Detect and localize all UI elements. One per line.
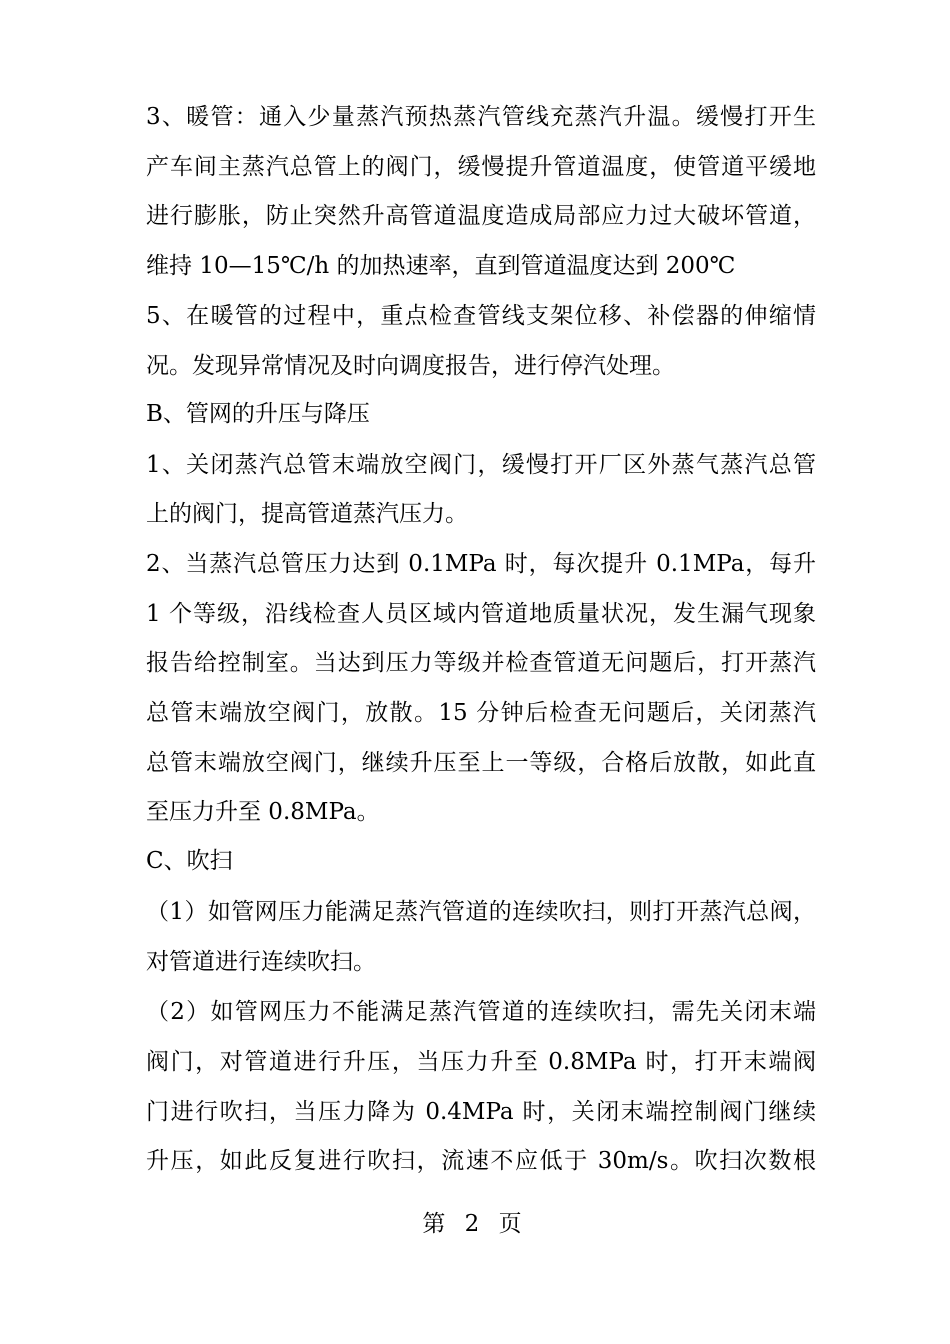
paragraph-line: 报告给控制室。当达到压力等级并检查管道无问题后，打开蒸汽: [146, 650, 816, 676]
paragraph-line: 1 个等级，沿线检查人员区域内管道地质量状况，发生漏气现象: [146, 601, 816, 627]
paragraph-line: 况。发现异常情况及时向调度报告，进行停汽处理。: [146, 353, 675, 379]
paragraph-line: 升压，如此反复进行吹扫，流速不应低于 30m/s。吹扫次数根: [146, 1148, 816, 1174]
paragraph-line: 阀门，对管道进行升压，当压力升至 0.8MPa 时，打开末端阀: [146, 1049, 816, 1075]
paragraph-line: 维持 10—15℃/h 的加热速率，直到管道温度达到 200℃: [146, 253, 736, 279]
section-heading: B、管网的升压与降压: [146, 401, 370, 427]
paragraph-line: （2）如管网压力不能满足蒸汽管道的连续吹扫，需先关闭末端: [146, 999, 816, 1025]
paragraph-line: 5、在暖管的过程中，重点检查管线支架位移、补偿器的伸缩情: [146, 303, 816, 329]
paragraph-line: 门进行吹扫，当压力降为 0.4MPa 时，关闭末端控制阀门继续: [146, 1099, 816, 1125]
paragraph-line: 总管末端放空阀门，放散。15 分钟后检查无问题后，关闭蒸汽: [146, 700, 816, 726]
paragraph-line: 产车间主蒸汽总管上的阀门，缓慢提升管道温度，使管道平缓地: [146, 154, 816, 180]
paragraph-line: 进行膨胀，防止突然升高管道温度造成局部应力过大破坏管道，: [146, 203, 816, 229]
paragraph-line: 2、当蒸汽总管压力达到 0.1MPa 时，每次提升 0.1MPa，每升: [146, 551, 816, 577]
paragraph-line: 至压力升至 0.8MPa。: [146, 799, 380, 825]
paragraph-line: 上的阀门，提高管道蒸汽压力。: [146, 501, 468, 527]
paragraph-line: （1）如管网压力能满足蒸汽管道的连续吹扫，则打开蒸汽总阀，: [146, 899, 816, 925]
section-heading: C、吹扫: [146, 848, 233, 874]
page-number: 第 2 页: [422, 1211, 528, 1237]
paragraph-line: 对管道进行连续吹扫。: [146, 949, 376, 975]
paragraph-line: 3、暖管：通入少量蒸汽预热蒸汽管线充蒸汽升温。缓慢打开生: [146, 104, 816, 130]
paragraph-line: 1、关闭蒸汽总管末端放空阀门，缓慢打开厂区外蒸气蒸汽总管: [146, 452, 816, 478]
paragraph-line: 总管末端放空阀门，继续升压至上一等级，合格后放散，如此直: [146, 750, 816, 776]
